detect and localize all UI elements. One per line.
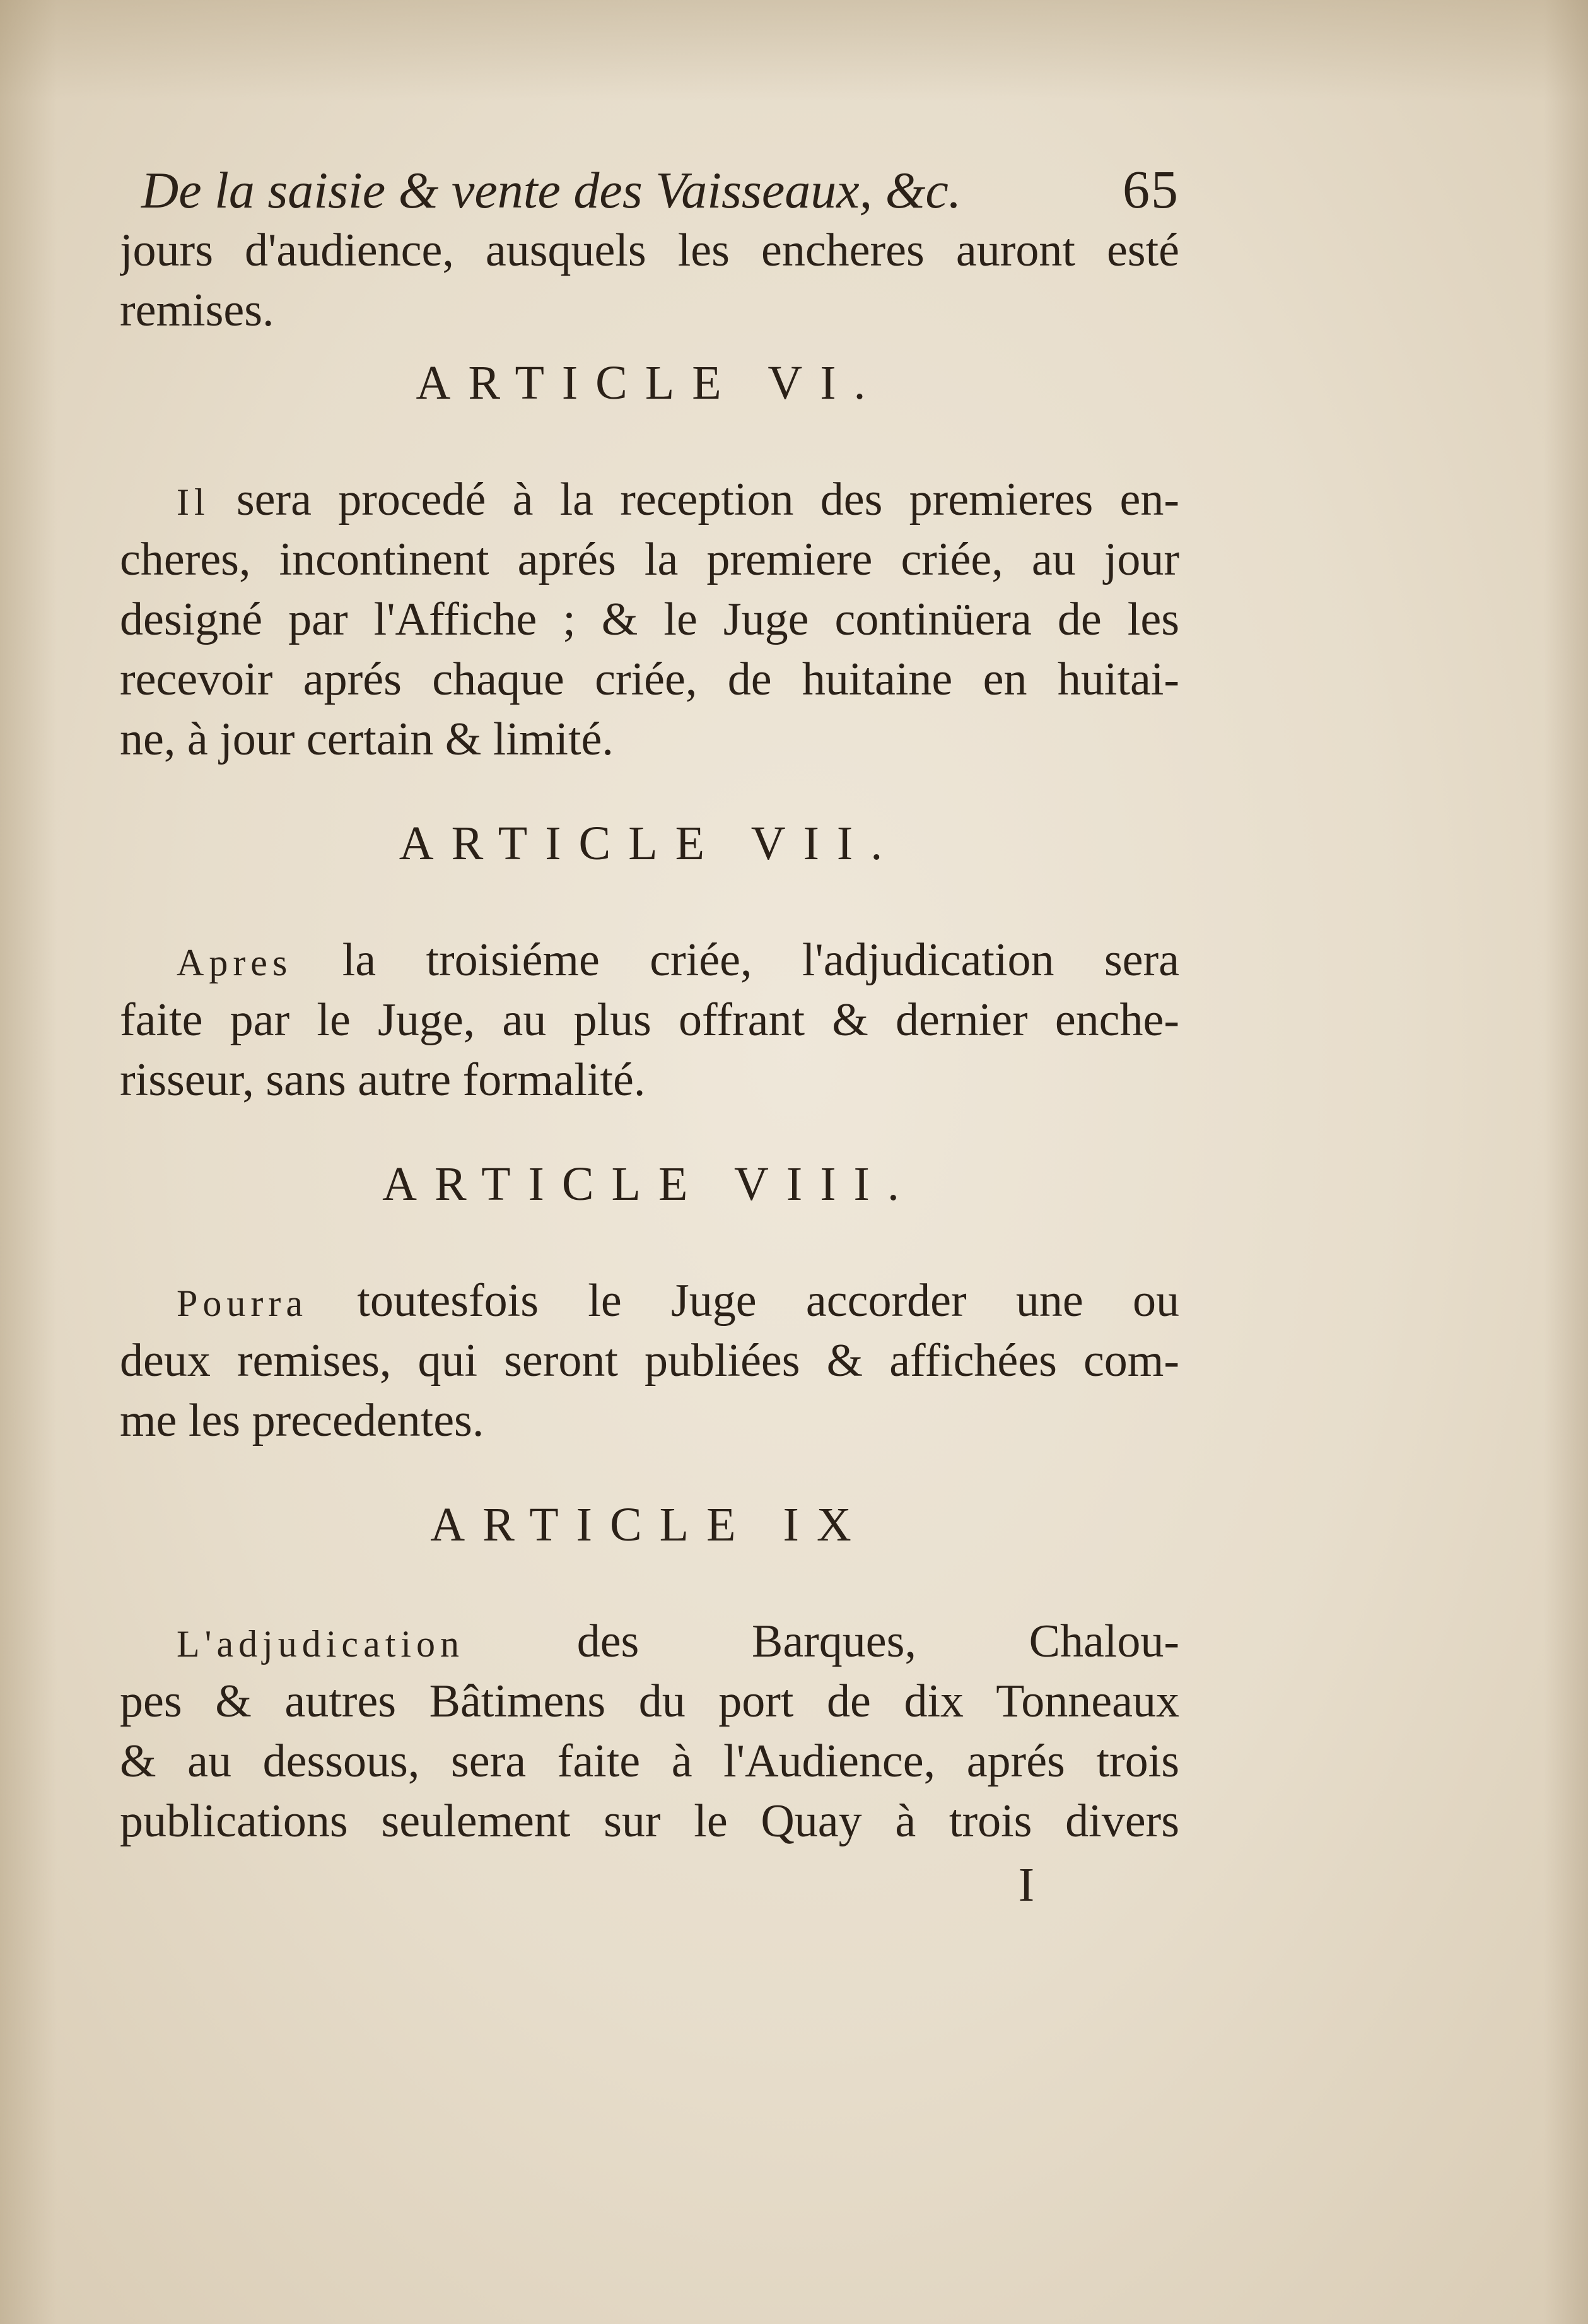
article-first-line-text: toutesfois le Juge accorder une ou xyxy=(357,1275,1179,1327)
text-line: publications seulement sur le Quay à trois divers xyxy=(120,1795,1179,1847)
text-line: cheres, incontinent aprés la premiere criée, au jour xyxy=(120,534,1179,585)
text-line: jours d'audience, ausquels les encheres auront esté xyxy=(120,225,1179,276)
page-edge-stain-top xyxy=(0,0,1588,101)
article-lead-word: L'adjudication xyxy=(177,1623,465,1665)
article-heading: ARTICLE IX xyxy=(430,1498,869,1551)
text-line: recevoir aprés chaque criée, de huitaine en huitai- xyxy=(120,654,1179,705)
text-line: & au dessous, sera faite à l'Audience, aprés trois xyxy=(120,1735,1179,1787)
article-lead-word: Il xyxy=(177,481,210,523)
article-first-line-text: sera procedé à la reception des premieres en- xyxy=(236,474,1179,525)
text-line: remises. xyxy=(120,285,274,336)
article-heading: ARTICLE VII. xyxy=(399,817,901,870)
page-text xyxy=(120,158,1179,1915)
text-line: risseur, sans autre formalité. xyxy=(120,1054,646,1106)
article-heading: ARTICLE VIII. xyxy=(382,1158,917,1211)
page-edge-stain-left xyxy=(0,0,57,2324)
page-edge-stain-right xyxy=(1544,0,1588,2324)
text-line: deux remises, qui seront publiées & affichées com- xyxy=(120,1335,1179,1387)
article-first-line xyxy=(120,470,1179,530)
text-line: faite par le Juge, au plus offrant & dernier enche- xyxy=(120,994,1179,1046)
running-title: De la saisie & vente des Vaisseaux, &c. xyxy=(141,161,962,219)
text-line: pes & autres Bâtimens du port de dix Tonneaux xyxy=(120,1676,1179,1727)
signature-mark: I xyxy=(1018,1858,1034,1911)
text-line: ne, à jour certain & limité. xyxy=(120,713,614,765)
article-first-line xyxy=(120,1271,1179,1331)
article-lead-word: Apres xyxy=(177,942,293,983)
running-header xyxy=(141,158,1179,221)
article-first-line-text: des Barques, Chalou- xyxy=(576,1616,1179,1667)
article-first-line xyxy=(120,930,1179,990)
text-line: designé par l'Affiche ; & le Juge continüera de les xyxy=(120,594,1179,645)
article-lead-word: Pourra xyxy=(177,1282,308,1324)
article-first-line-text: la troisiéme criée, l'adjudication sera xyxy=(342,934,1179,986)
article-first-line xyxy=(120,1612,1179,1672)
page-number: 65 xyxy=(1123,159,1179,220)
text-line: me les precedentes. xyxy=(120,1395,484,1447)
article-heading: ARTICLE VI. xyxy=(416,356,884,409)
